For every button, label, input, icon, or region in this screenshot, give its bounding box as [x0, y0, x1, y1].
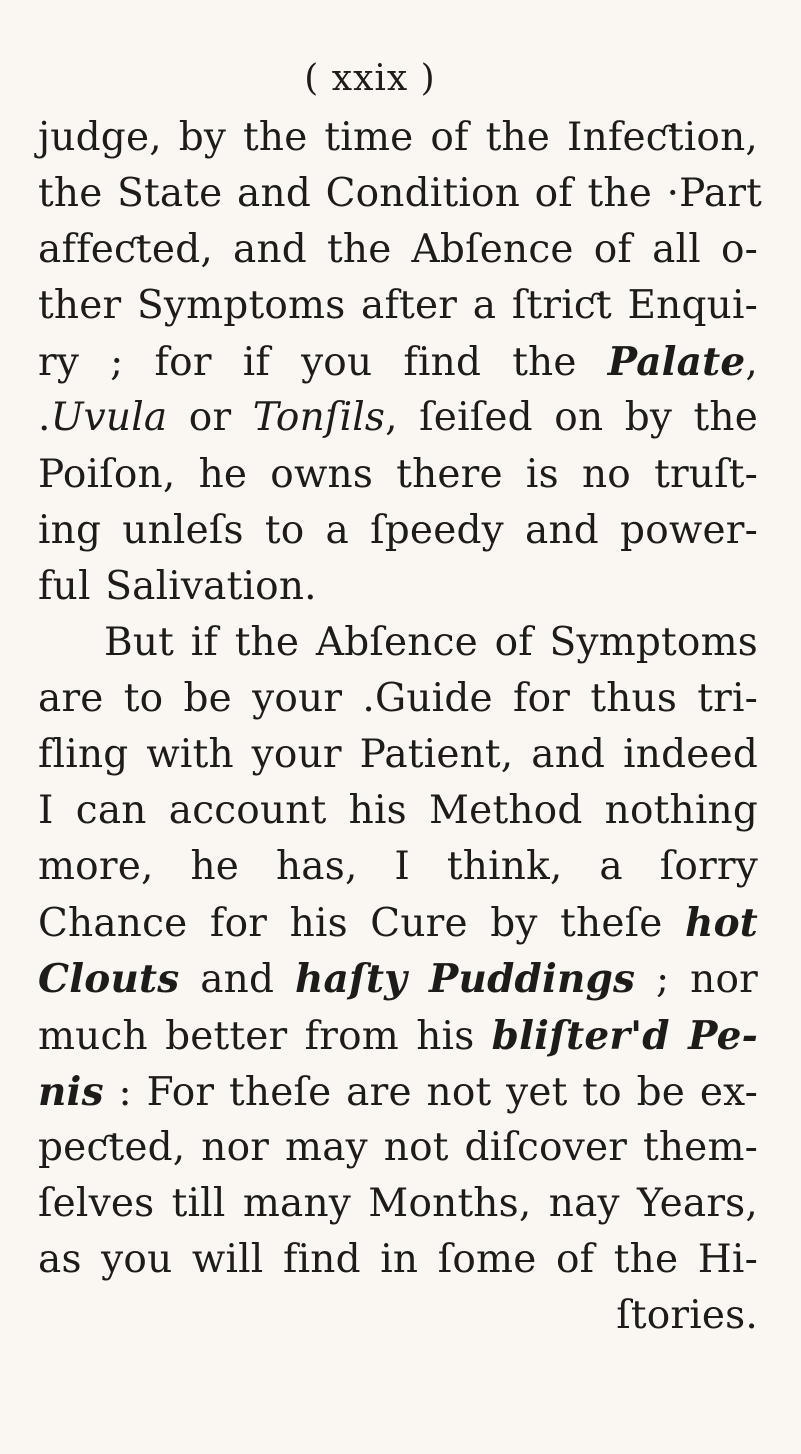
italic-term: Tonſils [252, 395, 386, 441]
text-line: fling with your Patient, and indeed [38, 732, 758, 778]
text-line: But if the Abſence of Symptoms [104, 619, 758, 665]
text-line: as you will find in ſome of the Hi- [38, 1236, 758, 1282]
italic-term: haſty Puddings [294, 956, 636, 1003]
text-line: ſtories. [616, 1292, 758, 1338]
italic-term: Uvula [50, 395, 168, 441]
text-line: much better from his bliſter'd Pe- [38, 1012, 759, 1059]
text-line: Poiſon, he owns there is no truſt- [38, 451, 758, 497]
text-line: ing unleſs to a ſpeedy and power- [38, 507, 758, 553]
text-line: .Uvula or Tonſils, ſeiſed on by the [38, 395, 758, 441]
text-line: ful Salivation. [38, 563, 317, 609]
italic-term: Palate [607, 339, 746, 386]
text-line: ry ; for if you find the Palate, [38, 339, 758, 386]
text-line: judge, by the time of the Infeƈtion, [38, 115, 758, 160]
text-line: peƈted, nor may not diſcover them- [38, 1124, 758, 1170]
text-line: affeƈted, and the Abſence of all o- [38, 227, 758, 273]
italic-term: hot [685, 900, 758, 947]
text-line: more, he has, I think, a ſorry [38, 844, 758, 890]
text-line: ſelves till many Months, nay Years, [38, 1180, 758, 1226]
text-line: the State and Condition of the ·Part [38, 171, 763, 217]
italic-term: Clouts [38, 956, 180, 1003]
text-line: nis : For theſe are not yet to be ex- [38, 1068, 758, 1115]
text-line: Clouts and haſty Puddings ; nor [38, 956, 758, 1003]
body-text [38, 110, 763, 1344]
text-line: ther Symptoms after a ſtriƈt Enqui- [38, 283, 758, 329]
italic-term: bliſter'd Pe- [491, 1012, 759, 1059]
text-line: are to be your .Guide for thus tri- [38, 675, 758, 721]
text-line: I can account his Method nothing [38, 788, 758, 834]
italic-term: nis [38, 1068, 104, 1115]
page-number: ( xxix ) [304, 58, 436, 99]
text-line: Chance for his Cure by theſe hot [38, 900, 758, 947]
